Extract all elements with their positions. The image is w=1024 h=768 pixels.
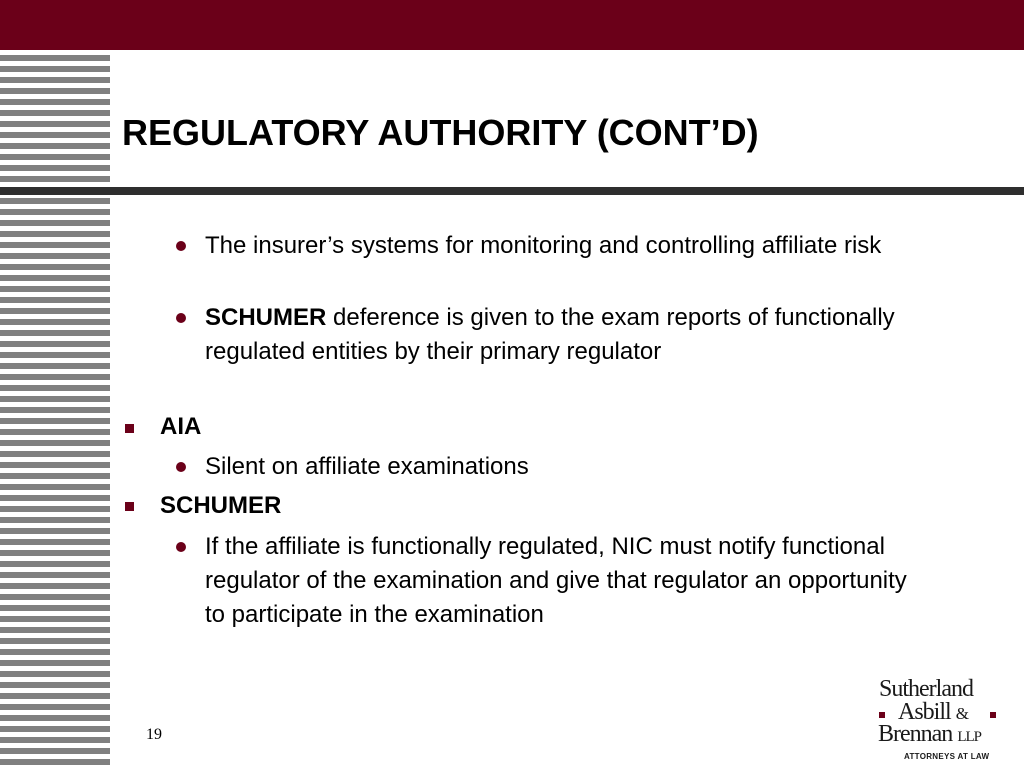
heading-aia: AIA xyxy=(160,413,202,440)
logo-llp: LLP xyxy=(957,729,981,745)
bullet-dot-icon xyxy=(176,241,186,251)
bold-term-schumer: SCHUMER xyxy=(205,304,327,331)
bullet-item-schumer: If the affiliate is functionally regulated, NIC must notify functional regulator of the examination and give that regulator an opportunity to participate in the examination xyxy=(205,533,907,628)
heading-schumer: SCHUMER xyxy=(160,492,282,519)
bullet-item-aia: Silent on affiliate examinations xyxy=(205,453,529,480)
bullet-dot-icon xyxy=(176,462,186,472)
bullet-square-icon xyxy=(125,502,134,511)
bullet-item-insurer-systems: The insurer’s systems for monitoring and controlling affiliate risk xyxy=(205,232,882,259)
striped-sidebar xyxy=(0,50,110,768)
logo-line-sutherland: Sutherland xyxy=(879,676,973,702)
bullet-square-icon xyxy=(125,424,134,433)
bullet-dot-icon xyxy=(176,542,186,552)
logo-tagline: ATTORNEYS AT LAW xyxy=(904,752,990,761)
page-number: 19 xyxy=(146,726,162,743)
logo-square-icon xyxy=(990,712,996,718)
bullet-item-text: deference is given to the exam reports of functionally regulated entities by their primary regulator xyxy=(205,304,895,365)
title-divider xyxy=(0,187,1024,195)
logo-word-asbill: Asbill xyxy=(898,699,951,725)
bullet-dot-icon xyxy=(176,313,186,323)
top-band xyxy=(0,0,1024,50)
bullet-item-schumer-deference xyxy=(205,301,925,369)
slide-title: REGULATORY AUTHORITY (CONT’D) xyxy=(122,112,759,153)
firm-logo xyxy=(876,676,1006,766)
logo-line-brennan xyxy=(878,721,1008,748)
logo-ampersand: & xyxy=(955,704,968,723)
logo-word-brennan: Brennan xyxy=(878,721,953,747)
logo-square-icon xyxy=(879,712,885,718)
